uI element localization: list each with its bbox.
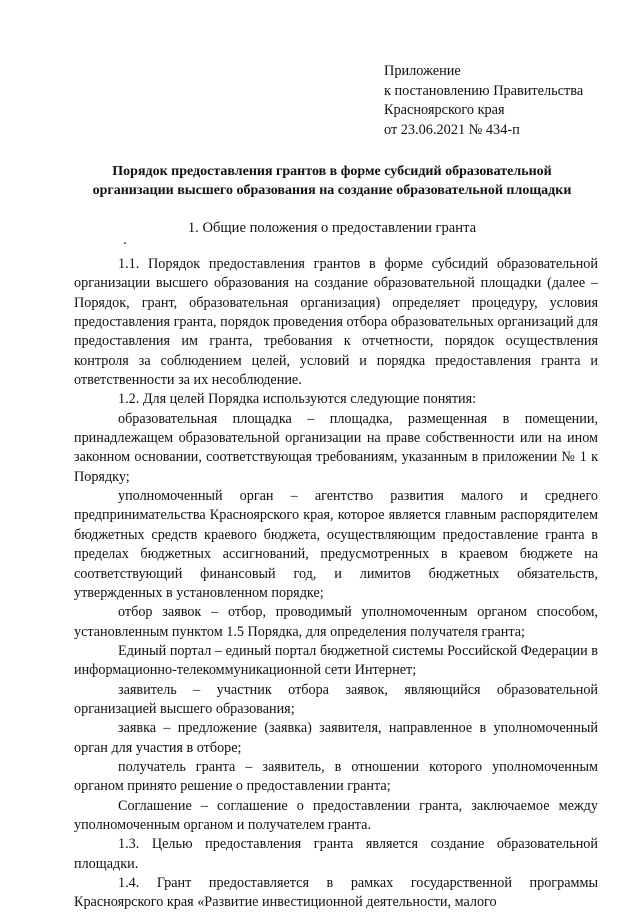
paragraph: 1.1. Порядок предоставления грантов в форме субсидий образовательной организации высшего образования на создание образовательной площадки (далее – Порядок, грант, образовательная организация) определяет процедуру, условия предоставления гранта, порядок проведения отбора образовательных организаций для предоставления им гранта, требования к отчетности, порядок осуществления контроля за соблюдением целей, условий и порядка предоставления гранта и ответственности за их несоблюдение. [74, 256, 598, 389]
paragraph: Соглашение – соглашение о предоставлении гранта, заключаемое между уполномоченным органом и получателем гранта. [74, 797, 598, 833]
paragraph: образовательная площадка – площадка, размещенная в помещении, принадлежащем образовательной организации на праве собственности или на ином законном основании, соответствующая требованиям, указанным в приложении № 1 к Порядку; [74, 410, 598, 485]
document-title-line: организации высшего образования на создание образовательной площадки [92, 183, 572, 198]
annex-line: Красноярского края [384, 102, 505, 118]
annex-header [384, 62, 624, 140]
paragraph: 1.2. Для целей Порядка используются следующие понятия: [118, 391, 477, 408]
annex-date-number: от 23.06.2021 № 434-п [384, 121, 520, 138]
document-title [66, 162, 598, 200]
paragraph: 1.4. Грант предоставляется в рамках государственной программы Красноярского края «Развитие инвестиционной деятельности, малого [74, 875, 598, 911]
annex-line: Приложение [384, 63, 461, 79]
paragraph: 1.3. Целью предоставления гранта является создание образовательной площадки. [74, 836, 598, 872]
paragraph: получатель гранта – заявитель, в отношении которого уполномоченным органом принято решение о предоставлении гранта; [74, 758, 598, 795]
paragraph: заявка – предложение (заявка) заявителя, направленное в уполномоченный орган для участия в отборе; [74, 720, 598, 756]
document-title-line: Порядок предоставления грантов в форме субсидий образовательной [112, 164, 552, 179]
paragraph: уполномоченный орган – агентство развития малого и среднего предпринимательства Красноярского края, которое является главным распорядителем бюджетных средств краевого бюджета, осуществляющим предоставление гранта в пределах бюджетных ассигнований, предусмотренных в краевом бюджете на соответствующий финансовый год, и лимитов бюджетных обязательств, утвержденных в установленном порядке; [74, 488, 598, 601]
paragraph: отбор заявок – отбор, проводимый уполномоченным органом способом, установленным пунктом 1.5 Порядка, для определения получателя гранта; [74, 604, 598, 640]
paragraph: Единый портал – единый портал бюджетной системы Российской Федерации в информационно-телекоммуникационной сети Интернет; [74, 642, 598, 679]
document-body [74, 255, 598, 913]
paragraph: заявитель – участник отбора заявок, являющийся образовательной организацией высшего образования; [74, 681, 598, 717]
scan-speck [124, 242, 126, 244]
section-heading: 1. Общие положения о предоставлении гранта [187, 220, 477, 236]
annex-line: к постановлению Правительства [384, 82, 584, 99]
